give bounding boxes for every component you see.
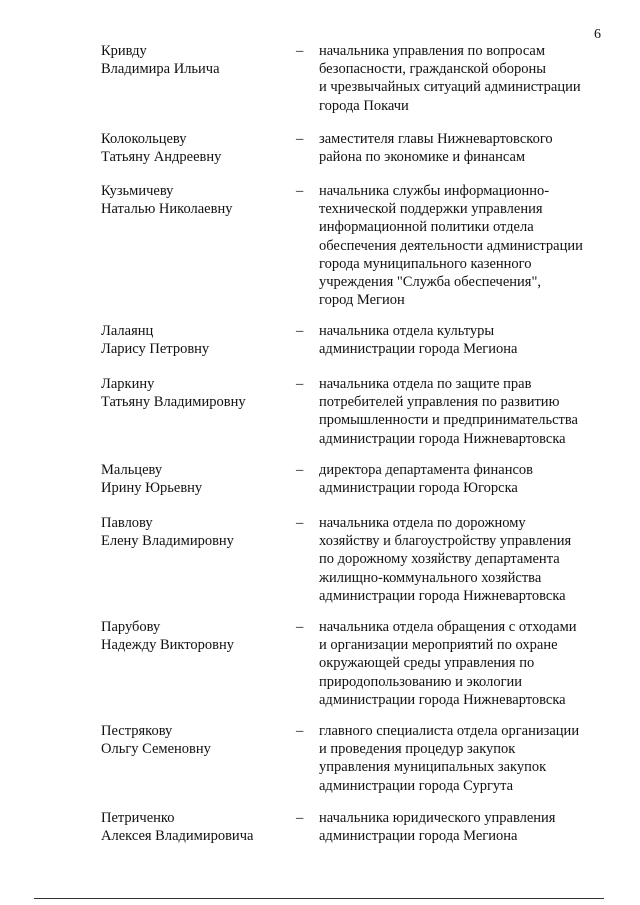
person-name: Петриченко Алексея Владимировича [101,810,254,845]
dash-separator: – [296,619,304,635]
bottom-divider [34,898,604,899]
person-name: Кузьмичеву Наталью Николаевну [101,183,233,218]
person-position: начальника юридического управления администрации города Мегиона [319,810,556,845]
page-number: 6 [594,27,601,42]
person-name: Кривду Владимира Ильича [101,43,220,78]
person-position: начальника отдела обращения с отходами и организации мероприятий по охране окружающей среды управления по природопользованию и экологии администрации города Нижневартовска [319,619,577,708]
person-position: начальника службы информационно- технической поддержки управления информационной политики отдела обеспечения деятельности администрации города муниципального казенного учреждения "Служба обеспечения", город Мегион [319,183,583,309]
person-name: Пестрякову Ольгу Семеновну [101,723,211,758]
dash-separator: – [296,515,304,531]
person-name: Павлову Елену Владимировну [101,515,234,550]
person-position: директора департамента финансов администрации города Югорска [319,462,533,497]
person-name: Парубову Надежду Викторовну [101,619,235,654]
person-name: Ларкину Татьяну Владимировну [101,376,246,411]
dash-separator: – [296,323,304,339]
person-position: заместителя главы Нижневартовского района по экономике и финансам [319,131,553,166]
person-name: Мальцеву Ирину Юрьевну [101,462,203,497]
dash-separator: – [296,183,304,199]
person-name: Колокольцеву Татьяну Андреевну [101,131,222,166]
dash-separator: – [296,810,304,826]
dash-separator: – [296,462,304,478]
person-position: начальника отдела по защите прав потребителей управления по развитию промышленности и предпринимательства администрации города Нижневартовска [319,376,578,447]
person-name: Лалаянц Ларису Петровну [101,323,210,358]
dash-separator: – [296,376,304,392]
person-position: начальника отдела по дорожному хозяйству и благоустройству управления по дорожному хозяйству департамента жилищно-коммунального хозяйства администрации города Нижневартовска [319,515,572,604]
person-position: начальника управления по вопросам безопасности, гражданской обороны и чрезвычайных ситуаций администрации города Покачи [319,43,581,114]
person-position: главного специалиста отдела организации и проведения процедур закупок управления муниципальных закупок администрации города Сургута [319,723,580,794]
dash-separator: – [296,131,304,147]
person-position: начальника отдела культуры администрации города Мегиона [319,323,518,358]
dash-separator: – [296,723,304,739]
dash-separator: – [296,43,304,59]
